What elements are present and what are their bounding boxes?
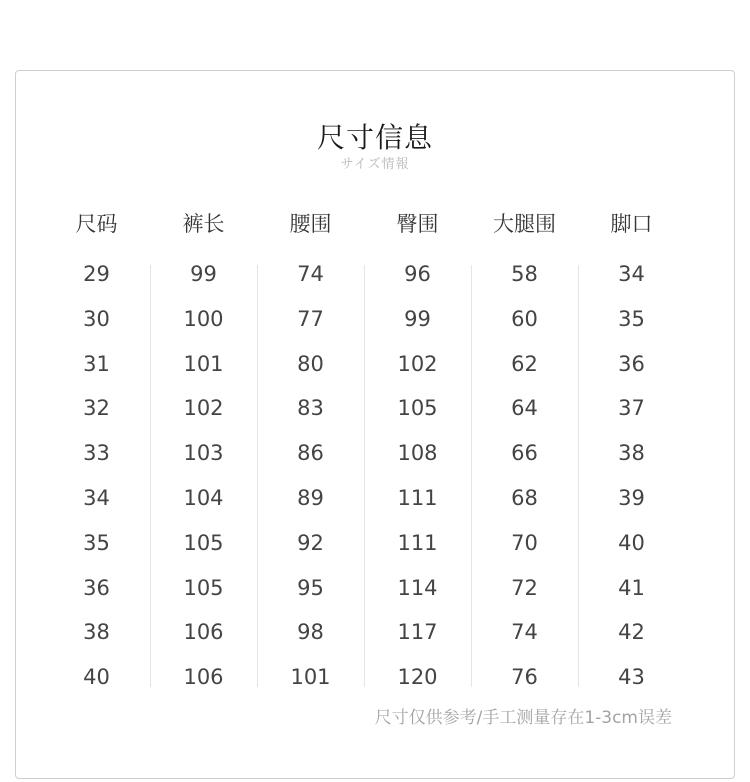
table-cell: 36: [83, 575, 110, 600]
table-cell: 83: [297, 396, 324, 421]
table-cell: 64: [511, 396, 538, 421]
size-chart-subtitle: サイズ情報: [340, 157, 410, 172]
table-cell: 105: [183, 530, 224, 555]
table-cell: 74: [297, 262, 324, 286]
table-cell: 102: [397, 351, 438, 376]
table-cell: 35: [618, 306, 645, 331]
table-cell: 89: [297, 486, 324, 510]
table-cell: 43: [618, 665, 645, 690]
table-cell: 95: [297, 575, 324, 600]
table-cell: 76: [511, 665, 538, 690]
table-cell: 31: [83, 351, 110, 376]
table-cell: 99: [190, 262, 217, 286]
table-cell: 62: [511, 351, 538, 376]
table-cell: 104: [183, 486, 224, 510]
table-cell: 34: [618, 262, 645, 286]
table-cell: 36: [618, 351, 645, 376]
size-chart-card: [15, 70, 735, 779]
table-cell: 86: [297, 441, 324, 466]
column-header: 腰围: [289, 212, 332, 236]
measurement-note: 尺寸仅供参考/手工测量存在1-3cm误差: [374, 708, 672, 728]
table-cell: 117: [397, 620, 438, 645]
table-cell: 30: [83, 306, 110, 331]
table-cell: 38: [618, 441, 645, 466]
table-cell: 60: [511, 306, 538, 331]
table-cell: 32: [83, 396, 110, 421]
table-cell: 92: [297, 530, 324, 555]
table-cell: 99: [404, 306, 431, 331]
table-cell: 40: [83, 665, 110, 690]
table-cell: 74: [511, 620, 538, 645]
table-cell: 120: [397, 665, 438, 690]
column-header: 裤长: [182, 212, 225, 236]
table-column: [257, 71, 364, 778]
table-cell: 108: [397, 441, 438, 466]
table-cell: 105: [183, 575, 224, 600]
column-header: 臀围: [396, 212, 439, 236]
table-cell: 102: [183, 396, 224, 421]
table-cell: 72: [511, 575, 538, 600]
table-column: [150, 71, 257, 778]
size-chart-title: 尺寸信息: [316, 121, 433, 154]
table-cell: 111: [397, 530, 438, 555]
table-cell: 40: [618, 530, 645, 555]
table-cell: 58: [511, 262, 538, 286]
column-header: 大腿围: [493, 212, 556, 236]
table-cell: 105: [397, 396, 438, 421]
table-column: [578, 71, 685, 778]
table-cell: 96: [404, 262, 431, 286]
table-cell: 80: [297, 351, 324, 376]
table-cell: 34: [83, 486, 110, 510]
table-cell: 68: [511, 486, 538, 510]
table-cell: 106: [183, 620, 224, 645]
table-cell: 100: [183, 306, 224, 331]
table-column: [43, 71, 150, 778]
table-cell: 98: [297, 620, 324, 645]
table-cell: 101: [290, 665, 331, 690]
table-cell: 114: [397, 575, 438, 600]
table-cell: 35: [83, 530, 110, 555]
table-column: [364, 71, 471, 778]
table-cell: 41: [618, 575, 645, 600]
table-cell: 66: [511, 441, 538, 466]
table-cell: 37: [618, 396, 645, 421]
table-cell: 77: [297, 306, 324, 331]
table-column: [471, 71, 578, 778]
table-cell: 70: [511, 530, 538, 555]
table-cell: 42: [618, 620, 645, 645]
table-cell: 106: [183, 665, 224, 690]
column-header: 脚口: [610, 212, 653, 236]
table-cell: 39: [618, 486, 645, 510]
column-header: 尺码: [75, 212, 118, 236]
table-cell: 29: [83, 262, 110, 286]
table-cell: 101: [183, 351, 224, 376]
table-cell: 103: [183, 441, 224, 466]
table-cell: 38: [83, 620, 110, 645]
table-cell: 111: [397, 486, 438, 510]
table-cell: 33: [83, 441, 110, 466]
